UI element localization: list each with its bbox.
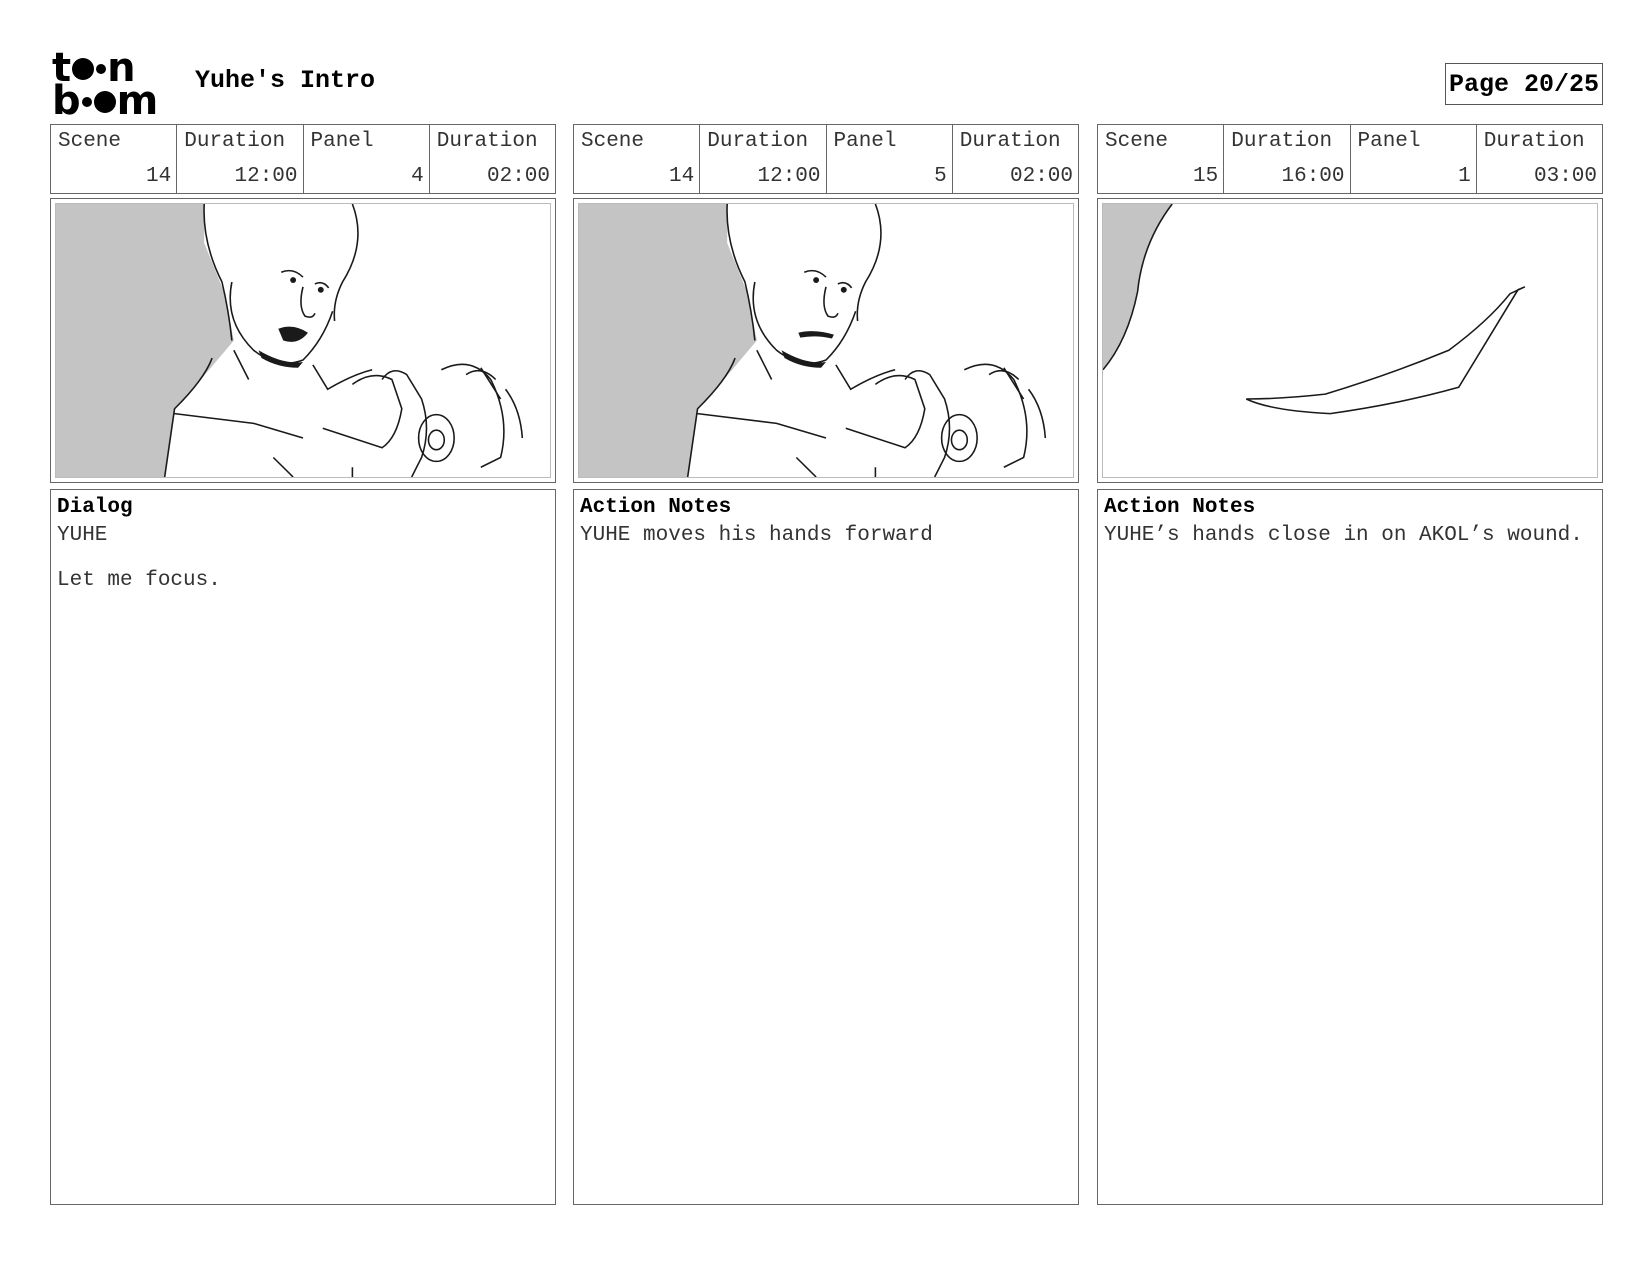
panel-column-3 (1097, 124, 1603, 547)
panel-column-1 (50, 124, 556, 592)
character-name: YUHE (57, 524, 108, 547)
panel-number: 5 (934, 165, 947, 188)
duration-label: Duration (184, 130, 286, 153)
panel-frame (50, 198, 556, 483)
panel-column-2 (573, 124, 1079, 547)
scene-duration-cell (1224, 125, 1350, 193)
panel-number: 1 (1458, 165, 1471, 188)
toon-boom-logo: t n b m (52, 45, 159, 124)
scene-cell (51, 125, 177, 193)
scene-cell (1098, 125, 1224, 193)
panel-duration: 02:00 (486, 165, 550, 188)
panel-info-row (50, 124, 556, 194)
panel-label: Panel (1357, 130, 1421, 153)
notes-box (573, 489, 1079, 1205)
panel-label: Panel (833, 130, 897, 153)
panel-label: Panel (310, 130, 374, 153)
panel-info-row (573, 124, 1079, 194)
notes-box (1097, 489, 1603, 1205)
notes-heading: Action Notes (580, 496, 732, 519)
scene-duration: 12:00 (234, 165, 298, 188)
sketch-wound-closeup (1103, 204, 1597, 477)
scene-label: Scene (58, 130, 122, 153)
scene-number: 15 (1193, 165, 1219, 188)
scene-label: Scene (581, 130, 645, 153)
notes-box (50, 489, 556, 1205)
duration-label: Duration (1231, 130, 1333, 153)
panel-duration: 03:00 (1533, 165, 1597, 188)
duration-label: Duration (436, 130, 538, 153)
panel-frame (573, 198, 1079, 483)
sketch-yuhe-talking (56, 204, 550, 477)
panel-duration-cell (1477, 125, 1602, 193)
panel-frame (1097, 198, 1603, 483)
panel-cell (827, 125, 953, 193)
panel-number: 4 (411, 165, 424, 188)
panel-info-row (1097, 124, 1603, 194)
panel-duration-cell (430, 125, 555, 193)
dialog-line: Let me focus. (57, 569, 221, 592)
sketch-yuhe-hands-forward (579, 204, 1073, 477)
scene-label: Scene (1105, 130, 1169, 153)
panel-duration: 02:00 (1009, 165, 1073, 188)
panel-cell (304, 125, 430, 193)
notes-heading: Action Notes (1104, 496, 1256, 519)
scene-duration: 16:00 (1281, 165, 1345, 188)
scene-cell (574, 125, 700, 193)
scene-duration-cell (177, 125, 303, 193)
scene-duration-cell (700, 125, 826, 193)
scene-number: 14 (669, 165, 695, 188)
scene-duration: 12:00 (757, 165, 821, 188)
duration-label: Duration (1483, 130, 1585, 153)
panel-duration-cell (953, 125, 1078, 193)
scene-number: 14 (146, 165, 172, 188)
storyboard-title: Yuhe's Intro (195, 66, 376, 95)
page-number: Page 20/25 (1445, 63, 1603, 105)
duration-label: Duration (707, 130, 809, 153)
duration-label: Duration (959, 130, 1061, 153)
action-note-line: YUHE’s hands close in on AKOL’s wound. (1104, 524, 1583, 547)
notes-heading: Dialog (57, 496, 133, 519)
action-note-line: YUHE moves his hands forward (580, 524, 933, 547)
panel-cell (1351, 125, 1477, 193)
